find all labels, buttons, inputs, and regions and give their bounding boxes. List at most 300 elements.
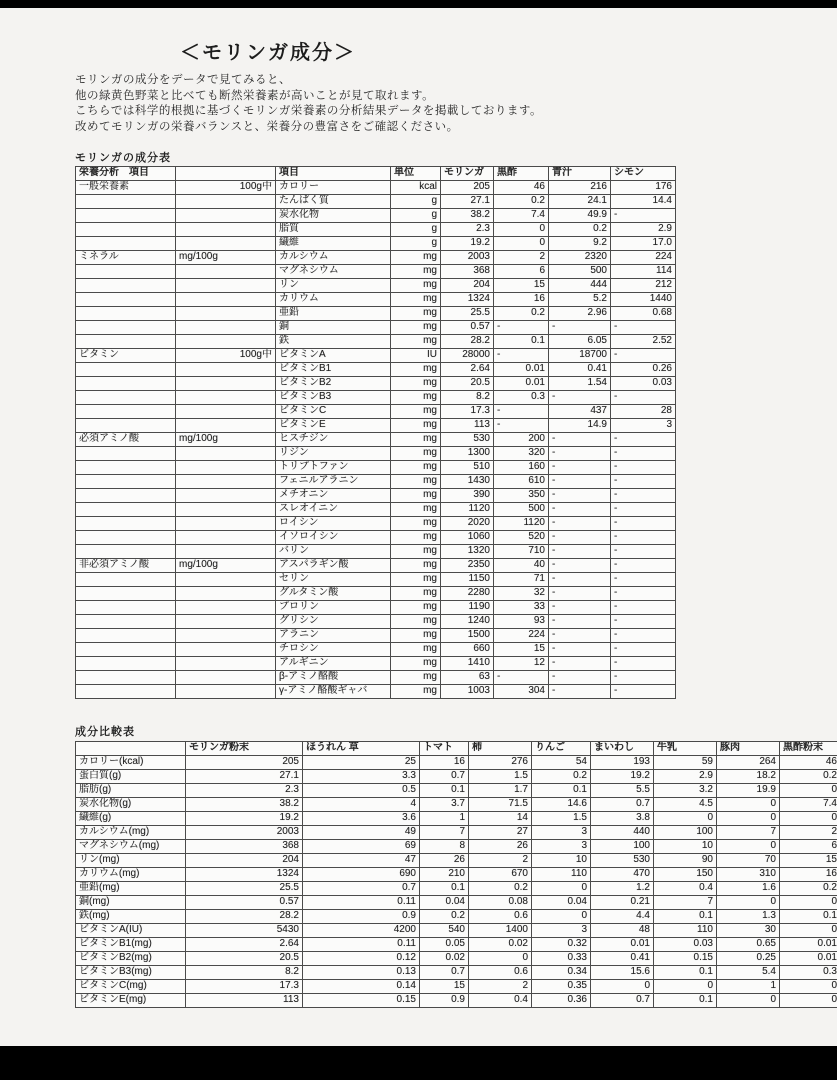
table-row [76, 419, 676, 433]
table-cell [76, 475, 176, 489]
table-cell: 2.52 [611, 335, 676, 349]
table-cell [176, 307, 276, 321]
intro-line: モリンガの成分をデータで見てみると、 [75, 74, 291, 86]
table-cell: mg [391, 265, 441, 279]
table-cell: 530 [441, 433, 494, 447]
table-cell: バリン [276, 545, 391, 559]
table-cell: ビタミンE(mg) [76, 994, 186, 1008]
table-cell [76, 489, 176, 503]
table-cell: 2.9 [654, 770, 717, 784]
table-cell: 0.1 [654, 994, 717, 1008]
table-cell: 非必須アミノ酸 [76, 559, 176, 573]
table-cell: アルギニン [276, 657, 391, 671]
table-cell: mg [391, 573, 441, 587]
table-cell: 14 [469, 812, 532, 826]
table-cell: 0 [654, 812, 717, 826]
table-cell: - [611, 489, 676, 503]
table-cell: 320 [494, 447, 549, 461]
table-cell [176, 405, 276, 419]
table-cell: 10 [654, 840, 717, 854]
table-cell: 0.01 [780, 952, 837, 966]
table-cell: アスパラギン酸 [276, 559, 391, 573]
table-row [76, 601, 676, 615]
table-cell: 17.3 [441, 405, 494, 419]
table-cell: 212 [611, 279, 676, 293]
table-cell [176, 419, 276, 433]
table-row [76, 545, 676, 559]
table-cell: mg [391, 307, 441, 321]
table-cell [76, 419, 176, 433]
table-cell: 0.02 [469, 938, 532, 952]
table-cell: 114 [611, 265, 676, 279]
table-cell: 0.32 [532, 938, 591, 952]
table-row [76, 952, 837, 966]
table-row [76, 840, 837, 854]
table-header-cell [76, 742, 186, 756]
table-cell [76, 237, 176, 251]
table-header-cell [176, 167, 276, 181]
table-cell: 4.4 [591, 910, 654, 924]
table-cell: 脂質 [276, 223, 391, 237]
table-header-cell: 単位 [391, 167, 441, 181]
table-cell: 3.3 [303, 770, 420, 784]
table-cell: mg [391, 279, 441, 293]
table-row [76, 335, 676, 349]
table-cell: 47 [303, 854, 420, 868]
table-cell: - [611, 321, 676, 335]
table-row [76, 461, 676, 475]
table-cell: 0.1 [780, 910, 837, 924]
table-cell [76, 601, 176, 615]
table-cell: 17.0 [611, 237, 676, 251]
table-cell: 7 [717, 826, 780, 840]
table-cell [76, 447, 176, 461]
table-cell: 0 [780, 980, 837, 994]
table-cell: ビタミンB3 [276, 391, 391, 405]
table-cell: 0 [780, 994, 837, 1008]
table-cell [176, 377, 276, 391]
table-cell: 113 [186, 994, 303, 1008]
table-cell: 3 [532, 826, 591, 840]
table-row [76, 924, 837, 938]
table-cell: - [549, 517, 611, 531]
table-cell: 32 [494, 587, 549, 601]
table-cell: 0.9 [420, 994, 469, 1008]
table-cell: 3.8 [591, 812, 654, 826]
table-cell: 0.04 [420, 896, 469, 910]
table-cell: グリシン [276, 615, 391, 629]
table-cell: - [549, 671, 611, 685]
table-cell: 368 [186, 840, 303, 854]
table-row [76, 980, 837, 994]
table-cell: 2320 [549, 251, 611, 265]
table-cell: 0.15 [654, 952, 717, 966]
table-cell: 0.2 [420, 910, 469, 924]
table-cell: mg [391, 377, 441, 391]
table-cell: 25 [303, 756, 420, 770]
table-cell: mg [391, 559, 441, 573]
table-cell: 0.4 [469, 994, 532, 1008]
table-cell: - [611, 545, 676, 559]
table-cell: リン(mg) [76, 854, 186, 868]
table-cell: - [549, 601, 611, 615]
table-cell: 17.3 [186, 980, 303, 994]
table-cell: 0.2 [532, 770, 591, 784]
table-cell: 0 [780, 812, 837, 826]
table-cell: 0.68 [611, 307, 676, 321]
table-cell: 176 [611, 181, 676, 195]
table-cell: 276 [469, 756, 532, 770]
table-header-cell: 柿 [469, 742, 532, 756]
table-cell: 28 [611, 405, 676, 419]
table-row [76, 657, 676, 671]
table-cell: 3.7 [420, 798, 469, 812]
table-cell: mg [391, 405, 441, 419]
table-cell: 0.36 [532, 994, 591, 1008]
table-cell: 1190 [441, 601, 494, 615]
table-cell: 16 [420, 756, 469, 770]
table-cell: 7 [420, 826, 469, 840]
comparison-table [75, 741, 837, 1008]
table-row [76, 377, 676, 391]
table-row [76, 559, 676, 573]
table-cell: 2.3 [441, 223, 494, 237]
table-row [76, 475, 676, 489]
table-cell: 63 [441, 671, 494, 685]
table-cell: 0 [717, 812, 780, 826]
table-cell [76, 545, 176, 559]
table-cell: - [494, 321, 549, 335]
table-cell: 368 [441, 265, 494, 279]
table-cell: 0.1 [420, 882, 469, 896]
table-cell: 4200 [303, 924, 420, 938]
table-cell [176, 573, 276, 587]
table-cell: - [611, 391, 676, 405]
table-cell: 1.54 [549, 377, 611, 391]
intro-line: 改めてモリンガの栄養バランスと、栄養分の豊富さをご確認ください。 [75, 120, 459, 133]
table-cell: ビタミンC [276, 405, 391, 419]
table-cell [176, 447, 276, 461]
table-cell: カルシウム(mg) [76, 826, 186, 840]
table-row [76, 770, 837, 784]
table-cell: 100g中 [176, 181, 276, 195]
table-row [76, 896, 837, 910]
table-cell [76, 293, 176, 307]
table-cell: 1 [717, 980, 780, 994]
table-cell: - [611, 587, 676, 601]
table-cell: 2.96 [549, 307, 611, 321]
table-cell: 4 [303, 798, 420, 812]
table-cell: 15 [494, 279, 549, 293]
table-cell: mg [391, 531, 441, 545]
table-cell: 1.5 [532, 812, 591, 826]
table-cell: 0.03 [611, 377, 676, 391]
table-cell: - [611, 573, 676, 587]
table-cell: mg [391, 517, 441, 531]
table-cell: 2.64 [186, 938, 303, 952]
table-cell: 0 [532, 910, 591, 924]
table-header-row [76, 167, 676, 181]
table-cell: 1430 [441, 475, 494, 489]
table-row [76, 615, 676, 629]
table-cell: 0 [654, 980, 717, 994]
table-cell [76, 517, 176, 531]
table-cell: カリウム [276, 293, 391, 307]
table-cell: チロシン [276, 643, 391, 657]
table-cell: 100 [654, 826, 717, 840]
table-cell: 12 [494, 657, 549, 671]
table-cell: 710 [494, 545, 549, 559]
table-cell: 1.7 [469, 784, 532, 798]
table-cell: 54 [532, 756, 591, 770]
table-cell: 16 [780, 868, 837, 882]
composition-table [75, 166, 676, 699]
table-cell: 0.01 [494, 377, 549, 391]
table-header-cell: 豚肉 [717, 742, 780, 756]
table-cell: - [549, 531, 611, 545]
table-cell: 2 [494, 251, 549, 265]
table-cell: 0.15 [303, 994, 420, 1008]
table-cell: 0 [780, 784, 837, 798]
table-cell: 1.3 [717, 910, 780, 924]
table-row [76, 826, 837, 840]
table-cell [76, 391, 176, 405]
table-cell: 5.4 [717, 966, 780, 980]
table-cell: 1324 [186, 868, 303, 882]
table-cell: 0 [494, 223, 549, 237]
table-cell: - [549, 321, 611, 335]
table-cell [76, 265, 176, 279]
table-cell [176, 279, 276, 293]
table-row [76, 209, 676, 223]
table-cell: 15 [780, 854, 837, 868]
table-cell: 1440 [611, 293, 676, 307]
table-row [76, 671, 676, 685]
table-cell: 0.26 [611, 363, 676, 377]
table-cell: mg [391, 615, 441, 629]
table-cell: 0.1 [494, 335, 549, 349]
table-cell: 49.9 [549, 209, 611, 223]
table-cell: 264 [717, 756, 780, 770]
table-cell: 0.1 [420, 784, 469, 798]
table-cell [176, 657, 276, 671]
table-cell: 2280 [441, 587, 494, 601]
table-cell: 6.05 [549, 335, 611, 349]
table-header-row [76, 742, 837, 756]
table-cell: 0.01 [591, 938, 654, 952]
table-cell: 33 [494, 601, 549, 615]
table-cell: 0.57 [441, 321, 494, 335]
table-cell: 0 [780, 924, 837, 938]
table-cell: mg/100g [176, 433, 276, 447]
table-cell: 0 [494, 237, 549, 251]
table-row [76, 966, 837, 980]
table-cell: 1003 [441, 685, 494, 699]
table-cell: 670 [469, 868, 532, 882]
table-row [76, 643, 676, 657]
table-cell: 100 [591, 840, 654, 854]
table-cell [176, 461, 276, 475]
table-cell: ビタミンA [276, 349, 391, 363]
table-cell: 18.2 [717, 770, 780, 784]
table-cell [176, 475, 276, 489]
table-header-cell: シモン [611, 167, 676, 181]
table-cell: 15.6 [591, 966, 654, 980]
table-cell: 0.57 [186, 896, 303, 910]
table-cell: アラニン [276, 629, 391, 643]
table-cell: 660 [441, 643, 494, 657]
table-row [76, 293, 676, 307]
table-header-cell: 栄養分析 項目 [76, 167, 176, 181]
table-cell: 19.2 [591, 770, 654, 784]
table-cell [76, 685, 176, 699]
table-cell: マグネシウム [276, 265, 391, 279]
table-cell: 90 [654, 854, 717, 868]
table-cell: ビタミンB3(mg) [76, 966, 186, 980]
table-row [76, 447, 676, 461]
table-cell: g [391, 223, 441, 237]
table-row [76, 195, 676, 209]
table-cell: セリン [276, 573, 391, 587]
table-cell: ロイシン [276, 517, 391, 531]
table-cell: 46 [494, 181, 549, 195]
table-cell: - [549, 391, 611, 405]
table-cell: 1060 [441, 531, 494, 545]
table-row [76, 798, 837, 812]
table-cell [76, 587, 176, 601]
table-cell [176, 391, 276, 405]
table-cell: 0.12 [303, 952, 420, 966]
table-cell: 69 [303, 840, 420, 854]
table-cell: 2 [780, 826, 837, 840]
table-cell: 16 [494, 293, 549, 307]
table-cell: 27.1 [441, 195, 494, 209]
table-cell: 0.7 [420, 966, 469, 980]
table-cell: 510 [441, 461, 494, 475]
table-cell: - [494, 349, 549, 363]
table-cell: 0.1 [532, 784, 591, 798]
table-row [76, 587, 676, 601]
table-cell: - [611, 601, 676, 615]
table-cell: mg [391, 447, 441, 461]
table-cell: 2.3 [186, 784, 303, 798]
table-cell: β-アミノ酪酸 [276, 671, 391, 685]
table-cell: マグネシウム(mg) [76, 840, 186, 854]
table-cell: - [611, 503, 676, 517]
table-cell [76, 363, 176, 377]
table-cell: ビタミン [76, 349, 176, 363]
table-cell: 0.65 [717, 938, 780, 952]
table-cell: 繊維 [276, 237, 391, 251]
table-cell: 48 [591, 924, 654, 938]
table-cell: 0.41 [591, 952, 654, 966]
table-cell: 2003 [186, 826, 303, 840]
table-cell: 49 [303, 826, 420, 840]
table-cell: 0.2 [494, 307, 549, 321]
table-cell: 3 [532, 924, 591, 938]
table-cell: - [549, 615, 611, 629]
table-cell: 7.4 [494, 209, 549, 223]
table-cell: 27 [469, 826, 532, 840]
table-cell: 0 [591, 980, 654, 994]
table-row [76, 433, 676, 447]
table-cell: 204 [186, 854, 303, 868]
table-cell: 14.4 [611, 195, 676, 209]
table-cell: 鉄(mg) [76, 910, 186, 924]
table-cell: 1300 [441, 447, 494, 461]
table-cell: - [611, 433, 676, 447]
table-cell [176, 643, 276, 657]
table-cell: IU [391, 349, 441, 363]
table-cell: 27.1 [186, 770, 303, 784]
table-cell: mg [391, 489, 441, 503]
table-cell: - [549, 433, 611, 447]
table-cell: g [391, 237, 441, 251]
table-cell: - [611, 559, 676, 573]
table-cell: 19.2 [441, 237, 494, 251]
table-cell: ビタミンB1 [276, 363, 391, 377]
table-cell: 500 [494, 503, 549, 517]
table-cell: - [549, 629, 611, 643]
table-cell: 0.14 [303, 980, 420, 994]
table-cell: 205 [441, 181, 494, 195]
table-cell [76, 573, 176, 587]
table-cell: 0.03 [654, 938, 717, 952]
table-cell [176, 321, 276, 335]
table-cell: ビタミンC(mg) [76, 980, 186, 994]
table-cell: 2.9 [611, 223, 676, 237]
intro-paragraph [75, 73, 837, 135]
table-cell: - [611, 657, 676, 671]
table-cell: 0.05 [420, 938, 469, 952]
table-cell: 0 [780, 896, 837, 910]
table-cell: - [549, 489, 611, 503]
table-cell: 25.5 [441, 307, 494, 321]
table-cell: 脂肪(g) [76, 784, 186, 798]
table-cell: 10 [532, 854, 591, 868]
table-cell: - [549, 503, 611, 517]
table-header-cell: 青汁 [549, 167, 611, 181]
table-cell: - [549, 461, 611, 475]
table-cell [176, 587, 276, 601]
table-cell: メチオニン [276, 489, 391, 503]
table-cell: 26 [420, 854, 469, 868]
table-cell: mg [391, 461, 441, 475]
table-cell: - [611, 629, 676, 643]
table-header-cell: 項目 [276, 167, 391, 181]
table-cell: 28.2 [441, 335, 494, 349]
table-cell: 0.11 [303, 896, 420, 910]
table-cell: g [391, 195, 441, 209]
table-cell: 193 [591, 756, 654, 770]
table-cell: 0.34 [532, 966, 591, 980]
table-cell: - [611, 447, 676, 461]
table-cell: 46 [780, 756, 837, 770]
table-cell: 437 [549, 405, 611, 419]
table-cell: 113 [441, 419, 494, 433]
table-row [76, 349, 676, 363]
table-cell: mg [391, 629, 441, 643]
table-row [76, 363, 676, 377]
table-cell [176, 209, 276, 223]
table-cell [76, 279, 176, 293]
table-cell: 0 [717, 994, 780, 1008]
table-cell: 26 [469, 840, 532, 854]
table-cell: - [549, 657, 611, 671]
table-cell: 0 [717, 896, 780, 910]
table-cell: イソロイシン [276, 531, 391, 545]
table-cell: - [611, 475, 676, 489]
